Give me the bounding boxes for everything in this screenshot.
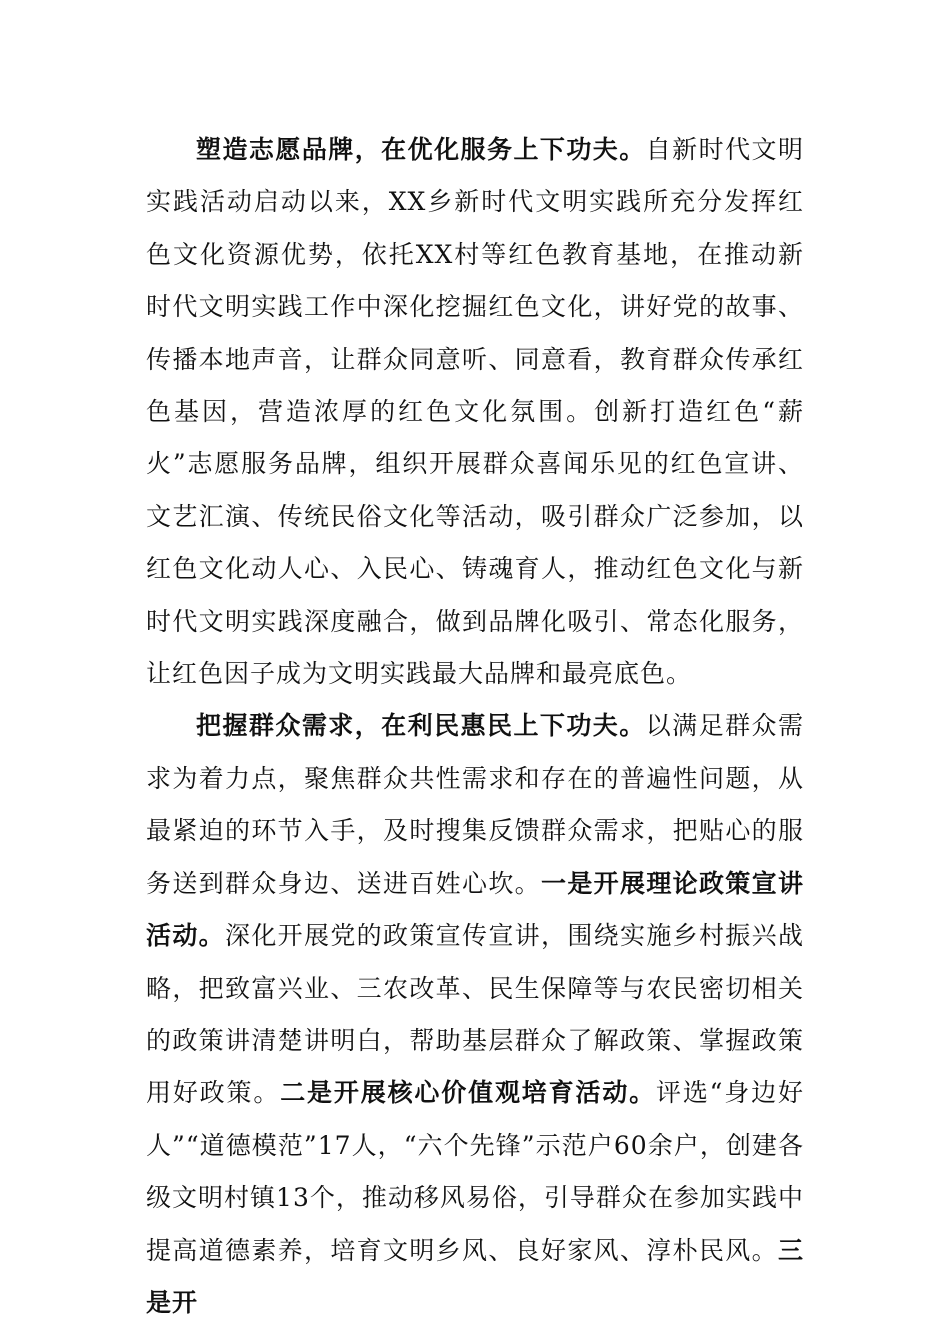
subheading-core-values: 二是开展核心价值观培育活动。 [280, 1078, 656, 1108]
document-page [146, 124, 804, 1329]
body-policy-lectures: 深化开展党的政策宣传宣讲，围绕实施乡村振兴战略，把致富兴业、三农改革、民生保障等与农民密切相关的政策讲清楚讲明白，帮助基层群众了解政策、掌握政策用好政策。 [146, 921, 804, 1108]
body-volunteer-brand: 自新时代文明实践活动启动以来，XX乡新时代文明实践所充分发挥红色文化资源优势，依托XX村等红色教育基地，在推动新时代文明实践工作中深化挖掘红色文化，讲好党的故事、传播本地声音，让群众同意听、同意看，教育群众传承红色基因，营造浓厚的红色文化氛围。创新打造红色“薪火”志愿服务品牌，组织开展群众喜闻乐见的红色宣讲、文艺汇演、传统民俗文化等活动，吸引群众广泛参加，以红色文化动人心、入民心、铸魂育人，推动红色文化与新时代文明实践深度融合，做到品牌化吸引、常态化服务，让红色因子成为文明实践最大品牌和最亮底色。 [146, 135, 804, 689]
subheading-policy-lectures: 一是开展理论政策宣讲活动。 [146, 868, 804, 951]
heading-volunteer-brand: 塑造志愿品牌，在优化服务上下功夫。 [196, 135, 646, 164]
body-core-values: 评选“身边好人”“道德模范”17人，“六个先锋”示范户60余户，创建各级文明村镇13个，推动移风易俗，引导群众在参加实践中提高道德素养，培育文明乡风、良好家风、淳朴民风。 [146, 1078, 804, 1265]
heading-public-needs: 把握群众需求，在利民惠民上下功夫。 [196, 711, 646, 741]
paragraph-public-needs [146, 700, 804, 1329]
paragraph-volunteer-brand [146, 124, 804, 700]
subheading-third-item: 三是开 [146, 1235, 804, 1317]
body-public-needs: 以满足群众需求为着力点，聚焦群众共性需求和存在的普遍性问题，从最紧迫的环节入手，及时搜集反馈群众需求，把贴心的服务送到群众身边、送进百姓心坎。 [146, 711, 804, 898]
